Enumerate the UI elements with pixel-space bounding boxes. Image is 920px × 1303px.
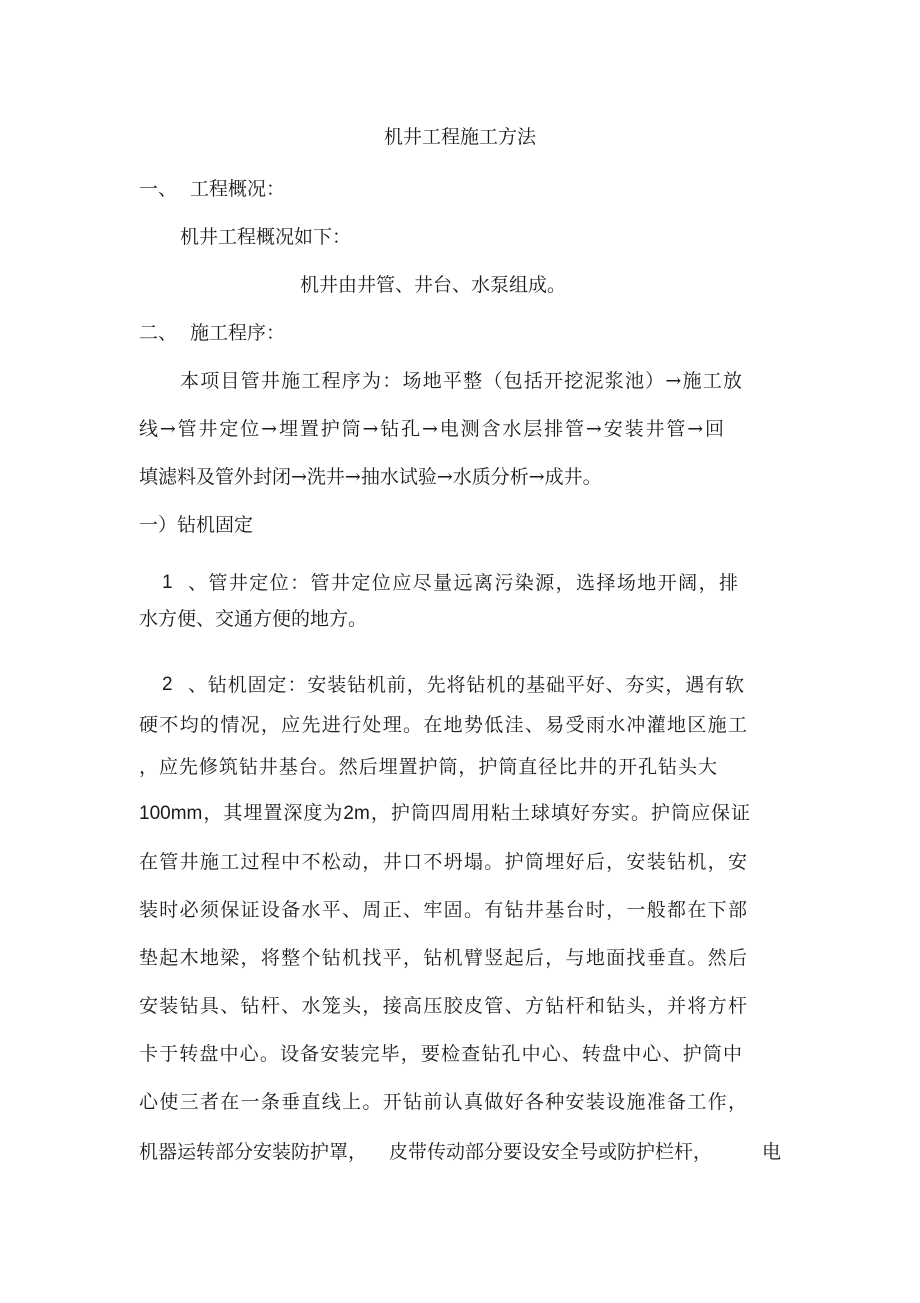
item1-number: 1 xyxy=(162,572,173,593)
section1-heading: 工程概况： xyxy=(190,178,286,200)
subsection1-heading: 一）钻机固定 xyxy=(139,514,254,536)
item2-line: 、钻机固定：安装钻机前，先将钻机的基础平好、夯实，遇有软 xyxy=(188,674,744,696)
item2-line: 心使三者在一条垂直线上。开钻前认真做好各种安装设施准备工作， xyxy=(139,1091,747,1113)
section1-intro: 机井工程概况如下： xyxy=(180,226,352,248)
item1-line: 水方便、交通方便的地方。 xyxy=(139,608,368,630)
item2-line: 安装钻具、钻杆、水笼头，接高压胶皮管、方钻杆和钻头，并将方杆 xyxy=(139,995,747,1017)
item2-last-line-part: 机器运转部分安装防护罩， xyxy=(139,1141,368,1163)
section1-number: 一、 xyxy=(139,178,178,200)
section2-paragraph-line: 本项目管井施工程序为：场地平整（包括开挖泥浆池）→施工放 xyxy=(180,370,742,392)
item2-line: 在管井施工过程中不松动，井口不坍塌。护筒埋好后，安装钻机，安 xyxy=(139,851,747,873)
item2-last-line-part: 皮带传动部分要设安全号或防护栏杆， xyxy=(389,1141,713,1163)
item2-line: 100mm，其埋置深度为2m，护筒四周用粘土球填好夯实。护筒应保证 xyxy=(139,803,750,824)
section2-number: 二、 xyxy=(139,322,178,344)
item2-last-line-part: 电 xyxy=(762,1141,782,1163)
item2-number: 2 xyxy=(162,674,173,695)
section2-paragraph-line: 线→管井定位→埋置护筒→钻孔→电测含水层排管→安装井管→回 xyxy=(139,418,724,440)
item2-line: 卡于转盘中心。设备安装完毕，要检查钻孔中心、转盘中心、护筒中 xyxy=(139,1043,742,1065)
document-title: 机井工程施工方法 xyxy=(383,126,536,148)
item1-line: 、管井定位：管井定位应尽量远离污染源，选择场地开阔，排 xyxy=(188,572,738,594)
section2-heading: 施工程序： xyxy=(190,322,286,344)
item2-line: 装时必须保证设备水平、周正、牢固。有钻井基台时，一般都在下部 xyxy=(139,899,747,921)
section2-paragraph-line: 填滤料及管外封闭→洗井→抽水试验→水质分析→成井。 xyxy=(139,466,602,488)
item2-line: ，应先修筑钻井基台。然后埋置护筒，护筒直径比井的开孔钻头大 xyxy=(139,756,717,778)
section1-detail: 机井由井管、井台、水泵组成。 xyxy=(300,274,567,296)
item2-line: 垫起木地梁，将整个钻机找平，钻机臂竖起后，与地面找垂直。然后 xyxy=(139,947,747,969)
item2-line: 硬不均的情况，应先进行处理。在地势低洼、易受雨水冲灌地区施工 xyxy=(139,714,747,736)
